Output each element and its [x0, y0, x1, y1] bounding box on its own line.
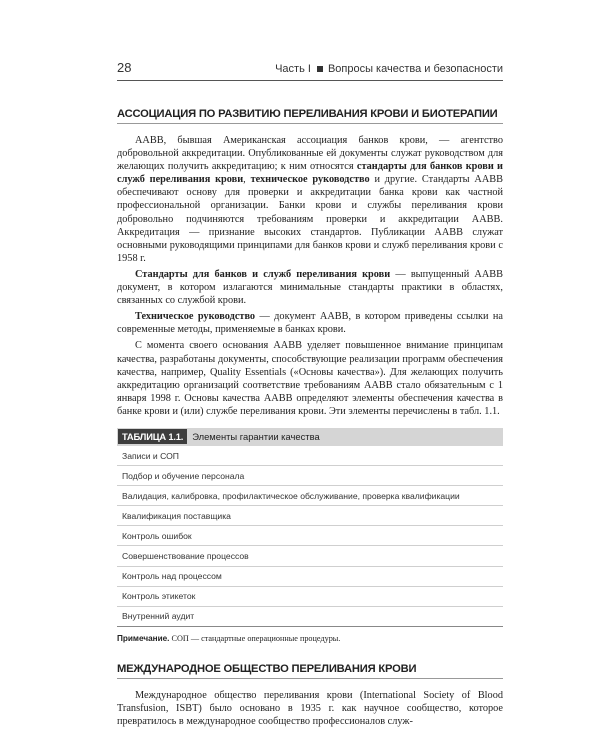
table-row: Квалификация поставщика [117, 506, 503, 526]
table-row: Валидация, калибровка, профилактическое обслуживание, проверка квалификации [117, 486, 503, 506]
table-row: Внутренний аудит [117, 607, 503, 627]
section-heading-aabb: АССОЦИАЦИЯ ПО РАЗВИТИЮ ПЕРЕЛИВАНИЯ КРОВИ И БИОТЕРАПИИ [117, 108, 503, 124]
page-number: 28 [117, 60, 132, 75]
table-caption: Элементы гарантии качества [192, 431, 320, 443]
paragraph-isbt: Международное общество переливания крови (International Society of Blood Transfusion, ISBT) было основано в 1935 г. как научное сообщество, которое превратилось в международное сообщество профессионалов служ- [117, 689, 503, 727]
paragraph-aabb-intro: AABB, бывшая Американская ассоциация банков крови, — агентство добровольной аккредитации. Опубликованные ей документы служат руководством для желающих получить аккредитацию; к ним относятся стандарты для банков крови и служб переливания крови, техническое руководство и другие. Стандарты AABB обеспечивают основу для проверки и аккредитации банка крови как частной профессиональной организации. Банки крови и службы переливания крови добровольно подчиняются требованиям проверки и аккредитации AABB. Аккредитация — признание высоких стандартов. Публикации AABB служат основными руководящими принципами для банков крови и служб переливания крови с 1958 г. [117, 135, 503, 264]
part-title: Вопросы качества и безопасности [327, 63, 503, 75]
paragraph-technical-manual: Техническое руководство — документ AABB, в котором приведены ссылки на современные методы, применяемые в банках крови. [117, 311, 504, 336]
running-title [275, 63, 503, 75]
running-head [117, 60, 503, 81]
square-bullet-icon [317, 66, 323, 72]
table-row: Контроль над процессом [117, 567, 503, 587]
paragraph-standards: Стандарты для банков и служб переливания крови — выпущенный AABB документ, в котором излагаются минимальные стандарты практики в областях, связанных со службой крови. [117, 268, 503, 307]
table-row: Подбор и обучение персонала [117, 466, 503, 486]
table-row: Записи и СОП [117, 446, 503, 466]
page [117, 60, 503, 728]
table-row: Совершенствование процессов [117, 546, 503, 566]
table-label: ТАБЛИЦА 1.1. [118, 429, 187, 444]
paragraph-quality: С момента своего основания AABB уделяет повышенное внимание принципам качества, разработаны документы, способствующие реализации программ обеспечения качества, например, Quality Essentials («Основы качества»). Для желающих получить аккредитацию организаций соответствие требованиям AABB стало обязательным с 1 января 1998 г. Основы качества AABB определяют элементы обеспечения качества в банке крови и (или) службе переливания крови. Эти элементы перечислены в табл. 1.1. [117, 340, 503, 417]
table-title [117, 428, 503, 446]
table-row: Контроль ошибок [117, 526, 503, 546]
part-label: Часть I [275, 63, 311, 75]
section-heading-isbt: МЕЖДУНАРОДНОЕ ОБЩЕСТВО ПЕРЕЛИВАНИЯ КРОВИ [117, 663, 503, 679]
table-note: Примечание. СОП — стандартные операционные процедуры. [117, 633, 341, 643]
quality-elements-table [117, 428, 503, 627]
table-row: Контроль этикеток [117, 587, 503, 607]
